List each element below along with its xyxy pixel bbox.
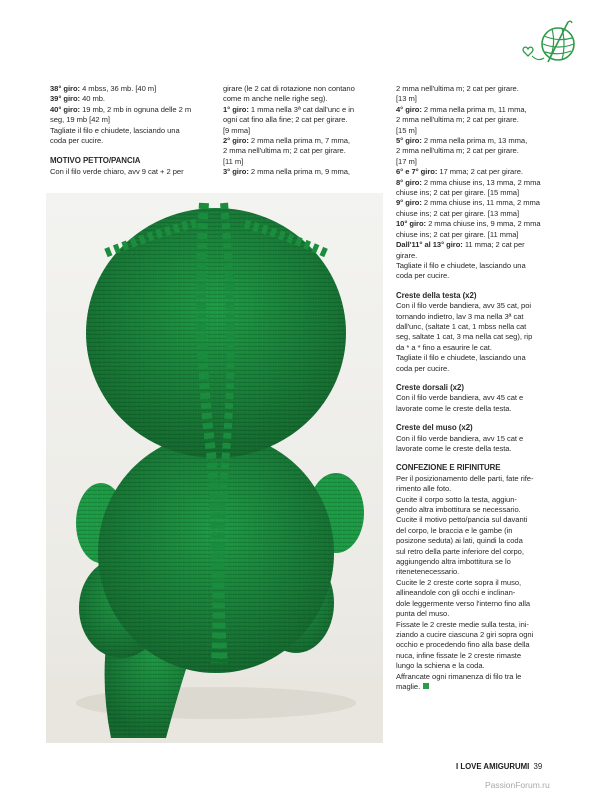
page-footer [456,762,542,771]
final-line: maglie. [396,682,562,692]
text-line: lavorate come le creste della testa. [396,403,512,413]
text-line: dole leggermente verso l'interno fino alla [396,598,531,608]
text-line: Per il posizionamento delle parti, fate rife- [396,473,534,483]
text-line: lavorate come le creste della testa. [396,444,512,453]
round-1: 1° giro: 1 mma nella 3ª cat dall'unc e in [223,104,355,114]
watermark: PassionForum.ru [485,780,550,790]
text-line: Con il filo verde bandiera, avv 15 cat e [396,433,524,443]
text-line: 2 mma nell'ultima m; 2 cat per girare. [396,115,519,125]
round-38: 38° giro: 4 mbss, 36 mb. [40 m] [50,84,157,93]
section-heading-creste-muso: Creste del muso (x2) [396,423,473,433]
text-line: 2 mma nell'ultima m; 2 cat per girare. [223,146,346,156]
magazine-name: I LOVE AMIGURUMI [456,762,530,771]
text-line: [11 m] [223,156,244,166]
column-1 [50,84,216,177]
text-line: punta del muso. [396,609,450,619]
round-10: 10° giro: 2 mma chiuse ins, 9 mma, 2 mma [396,219,541,229]
text-line: rimento alle foto. [396,484,452,494]
text-line: gendo altra imbottitura se necessario. [396,505,521,515]
amigurumi-dinosaur-photo [46,193,383,743]
round-5: 5° giro: 2 mma nella prima m, 13 mma, [396,136,528,146]
text-line: seg, saltate 1 cat, 3 ma nella cat seg), rip [396,332,533,342]
round-8: 8° giro: 2 mma chiuse ins, 13 mma, 2 mma [396,177,541,187]
motivo-text: Con il filo verde chiaro, avv 9 cat + 2 per [50,166,184,176]
round-2: 2° giro: 2 mma nella prima m, 7 mma, [223,136,350,146]
text-line: 2 mma nell'ultima m; 2 cat per girare. [396,84,519,93]
text-line: Tagliate il filo e chiudete, lasciando una [396,353,526,363]
text-line: coda per cucire. [396,363,450,373]
round-4: 4° giro: 2 mma nella prima m, 11 mma, [396,104,527,114]
text-line: aggiungendo altra imbottitura se lo [396,557,511,567]
round-11-13: Dall'11° al 13° giro: 11 mma; 2 cat per [396,240,525,250]
round-3: 3° giro: 2 mma nella prima m, 9 mma, [223,167,350,177]
text-line: 2 mma nell'ultima m; 2 cat per girare. [396,146,519,156]
text-line: coda per cucire. [396,271,450,281]
text-line: come m anche nelle righe seg). [223,94,328,104]
text-line: Tagliate il filo e chiudete, lasciando una [396,260,526,270]
text-line: Cucite il motivo petto/pancia sul davanti [396,515,528,525]
text-line: sul retro della parte inferiore del corpo, [396,546,524,556]
yarn-ball-logo-icon [520,18,582,68]
section-heading-creste-testa: Creste della testa (x2) [396,290,477,300]
text-line: [9 mma] [223,125,251,135]
text-line: Con il filo verde bandiera, avv 35 cat, poi [396,301,532,311]
text-line: Con il filo verde bandiera, avv 45 cat e [396,393,524,403]
text-line: nuca, infine fissate le 2 creste rimaste [396,650,522,660]
section-heading-creste-dorsali: Creste dorsali (x2) [396,382,464,392]
text-line: Affrancate ogni rimanenza di filo tra le [396,671,522,681]
section-heading-motivo: MOTIVO PETTO/PANCIA [50,156,141,166]
text-line: girare. [396,250,418,260]
text-line: [17 m] [396,156,417,166]
text-line: Cucite le 2 creste corte sopra il muso, [396,577,522,587]
page-number: 39 [533,762,543,771]
end-mark-icon [423,683,429,689]
text-line: posizone seduta) ai lati, quindi la coda [396,536,523,546]
text-line: Cucite il corpo sotto la testa, aggiun- [396,494,517,504]
text-line: lungo la schiena e la coda. [396,661,485,671]
text-line: da * a * fino a esaurire le cat. [396,342,492,352]
text-line: tornando indietro, lav 3 ma nella 3ª cat [396,311,524,321]
text-line: Fissate le 2 creste medie sulla testa, ini- [396,619,529,629]
text-line: chiuse ins; 2 cat per girare. [15 mma] [396,188,520,198]
cut-instruction: Tagliate il filo e chiudete, lasciando una [50,125,180,135]
text-line: dall'unc, (saltate 1 cat, 1 mbss nella cat [396,321,527,331]
column-2 [223,84,387,178]
text-line: ziando a cucire ciascuna 2 giri sopra ogni [396,629,534,639]
round-40-cont: seg, 19 mb [42 m] [50,115,110,125]
text-line: chiuse ins; 2 cat per girare. [13 mma] [396,208,520,218]
text-line: ritenetenecessario. [396,567,460,577]
text-line: girare (le 2 cat di rotazione non contano [223,84,355,93]
text-line: occhio e procedendo fino alla base della [396,640,530,650]
text-line: [15 m] [396,125,417,135]
round-9: 9° giro: 2 mma chiuse ins, 11 mma, 2 mma [396,198,540,208]
text-line: chiuse ins; 2 cat per girare. [11 mma] [396,229,519,239]
text-line: allineandole con gli occhi e inclinan- [396,588,516,598]
round-6-7: 6° e 7° giro: 17 mma; 2 cat per girare. [396,167,523,177]
text-line: [13 m] [396,94,417,104]
section-heading-confezione: CONFEZIONE E RIFINITURE [396,463,501,473]
cut-instruction-cont: coda per cucire. [50,136,104,146]
round-40: 40° giro: 19 mb, 2 mb in ognuna delle 2 m [50,104,192,114]
text-line: del corpo, le braccia e le gambe (in [396,525,513,535]
text-line: ogni cat fino alla fine; 2 cat per girare. [223,115,348,125]
round-39: 39° giro: 40 mb. [50,94,105,104]
column-3 [396,84,562,692]
